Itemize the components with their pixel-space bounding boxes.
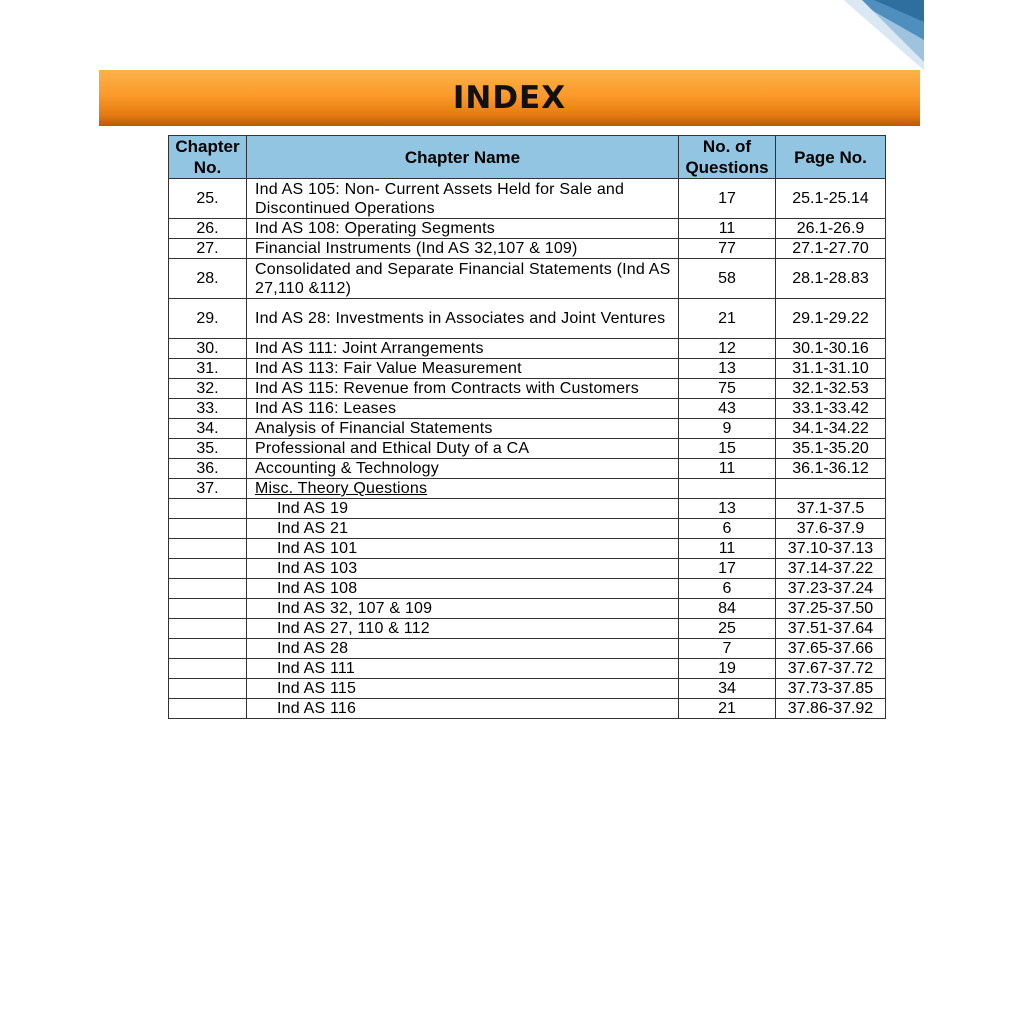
page-range [776,479,886,499]
page-range: 33.1-33.42 [776,399,886,419]
chapter-name: Accounting & Technology [247,459,679,479]
question-count: 21 [679,699,776,719]
sub-table-row [169,639,886,659]
question-count: 58 [679,259,776,299]
sub-topic-name: Ind AS 32, 107 & 109 [247,599,679,619]
sub-topic-name: Ind AS 111 [247,659,679,679]
chapter-name: Ind AS 116: Leases [247,399,679,419]
chapter-name: Analysis of Financial Statements [247,419,679,439]
title-banner [99,70,920,126]
page-range: 25.1-25.14 [776,179,886,219]
chapter-name: Ind AS 115: Revenue from Contracts with Customers [247,379,679,399]
table-row [169,439,886,459]
chapter-number: 25. [169,179,247,219]
page-range: 30.1-30.16 [776,339,886,359]
page-range: 37.23-37.24 [776,579,886,599]
sub-table-row [169,679,886,699]
page-range: 34.1-34.22 [776,419,886,439]
table-row [169,339,886,359]
question-count: 6 [679,579,776,599]
chapter-name: Consolidated and Separate Financial Statements (Ind AS 27,110 &112) [247,259,679,299]
question-count: 11 [679,539,776,559]
question-count: 7 [679,639,776,659]
question-count: 34 [679,679,776,699]
sub-table-row [169,559,886,579]
page-range: 28.1-28.83 [776,259,886,299]
table-row [169,399,886,419]
page-range: 29.1-29.22 [776,299,886,339]
page-range: 37.6-37.9 [776,519,886,539]
chapter-name [247,479,679,499]
header-chapter-name: Chapter Name [247,136,679,179]
table-row [169,359,886,379]
sub-topic-name: Ind AS 19 [247,499,679,519]
chapter-name: Ind AS 108: Operating Segments [247,219,679,239]
header-page-no: Page No. [776,136,886,179]
chapter-number-empty [169,579,247,599]
table-header-row [169,136,886,179]
chapter-name: Professional and Ethical Duty of a CA [247,439,679,459]
chapter-number-empty [169,519,247,539]
question-count: 13 [679,359,776,379]
chapter-number: 37. [169,479,247,499]
question-count: 11 [679,459,776,479]
sub-table-row [169,619,886,639]
sub-topic-name: Ind AS 27, 110 & 112 [247,619,679,639]
question-count [679,479,776,499]
chapter-number-empty [169,599,247,619]
chapter-name: Ind AS 113: Fair Value Measurement [247,359,679,379]
chapter-number-empty [169,699,247,719]
chapter-number: 27. [169,239,247,259]
table-row [169,299,886,339]
chapter-number: 31. [169,359,247,379]
question-count: 84 [679,599,776,619]
sub-topic-name: Ind AS 28 [247,639,679,659]
table-row [169,479,886,499]
chapter-number: 35. [169,439,247,459]
chapter-number-empty [169,539,247,559]
page-range: 36.1-36.12 [776,459,886,479]
table-row [169,459,886,479]
header-no-of-questions: No. of Questions [679,136,776,179]
chapter-number: 36. [169,459,247,479]
question-count: 12 [679,339,776,359]
sub-topic-name: Ind AS 115 [247,679,679,699]
page-title: INDEX [452,80,567,116]
page-range: 26.1-26.9 [776,219,886,239]
table-row [169,219,886,239]
page-range: 27.1-27.70 [776,239,886,259]
chapter-name: Ind AS 105: Non- Current Assets Held for Sale and Discontinued Operations [247,179,679,219]
chapter-name: Ind AS 28: Investments in Associates and Joint Ventures [247,299,679,339]
question-count: 19 [679,659,776,679]
chapter-name: Financial Instruments (Ind AS 32,107 & 109) [247,239,679,259]
question-count: 75 [679,379,776,399]
index-table [168,135,886,719]
table-row [169,259,886,299]
sub-topic-name: Ind AS 103 [247,559,679,579]
question-count: 21 [679,299,776,339]
question-count: 9 [679,419,776,439]
sub-topic-name: Ind AS 101 [247,539,679,559]
chapter-name-text: Misc. Theory Questions [255,480,428,497]
chapter-number-empty [169,499,247,519]
question-count: 77 [679,239,776,259]
question-count: 25 [679,619,776,639]
chapter-number: 32. [169,379,247,399]
chapter-number-empty [169,619,247,639]
chapter-number-empty [169,659,247,679]
sub-topic-name: Ind AS 116 [247,699,679,719]
page-range: 37.65-37.66 [776,639,886,659]
chapter-number: 26. [169,219,247,239]
chapter-name: Ind AS 111: Joint Arrangements [247,339,679,359]
chapter-number: 28. [169,259,247,299]
sub-table-row [169,499,886,519]
table-row [169,379,886,399]
chapter-number: 33. [169,399,247,419]
page-range: 37.73-37.85 [776,679,886,699]
page-range: 37.51-37.64 [776,619,886,639]
page-range: 37.14-37.22 [776,559,886,579]
chapter-number: 34. [169,419,247,439]
table-row [169,239,886,259]
sub-table-row [169,599,886,619]
sub-table-row [169,699,886,719]
page-range: 32.1-32.53 [776,379,886,399]
table-row [169,419,886,439]
header-chapter-no: Chapter No. [169,136,247,179]
chapter-number-empty [169,639,247,659]
page-range: 37.1-37.5 [776,499,886,519]
chapter-number: 29. [169,299,247,339]
table-row [169,179,886,219]
chapter-number: 30. [169,339,247,359]
sub-topic-name: Ind AS 108 [247,579,679,599]
chapter-number-empty [169,559,247,579]
question-count: 13 [679,499,776,519]
page-range: 37.67-37.72 [776,659,886,679]
page-range: 37.25-37.50 [776,599,886,619]
question-count: 6 [679,519,776,539]
page-range: 35.1-35.20 [776,439,886,459]
question-count: 11 [679,219,776,239]
sub-table-row [169,519,886,539]
sub-table-row [169,659,886,679]
question-count: 15 [679,439,776,459]
question-count: 17 [679,559,776,579]
page-range: 31.1-31.10 [776,359,886,379]
question-count: 17 [679,179,776,219]
page-range: 37.86-37.92 [776,699,886,719]
sub-table-row [169,579,886,599]
chapter-number-empty [169,679,247,699]
question-count: 43 [679,399,776,419]
sub-table-row [169,539,886,559]
page-range: 37.10-37.13 [776,539,886,559]
sub-topic-name: Ind AS 21 [247,519,679,539]
corner-decoration [844,0,924,70]
